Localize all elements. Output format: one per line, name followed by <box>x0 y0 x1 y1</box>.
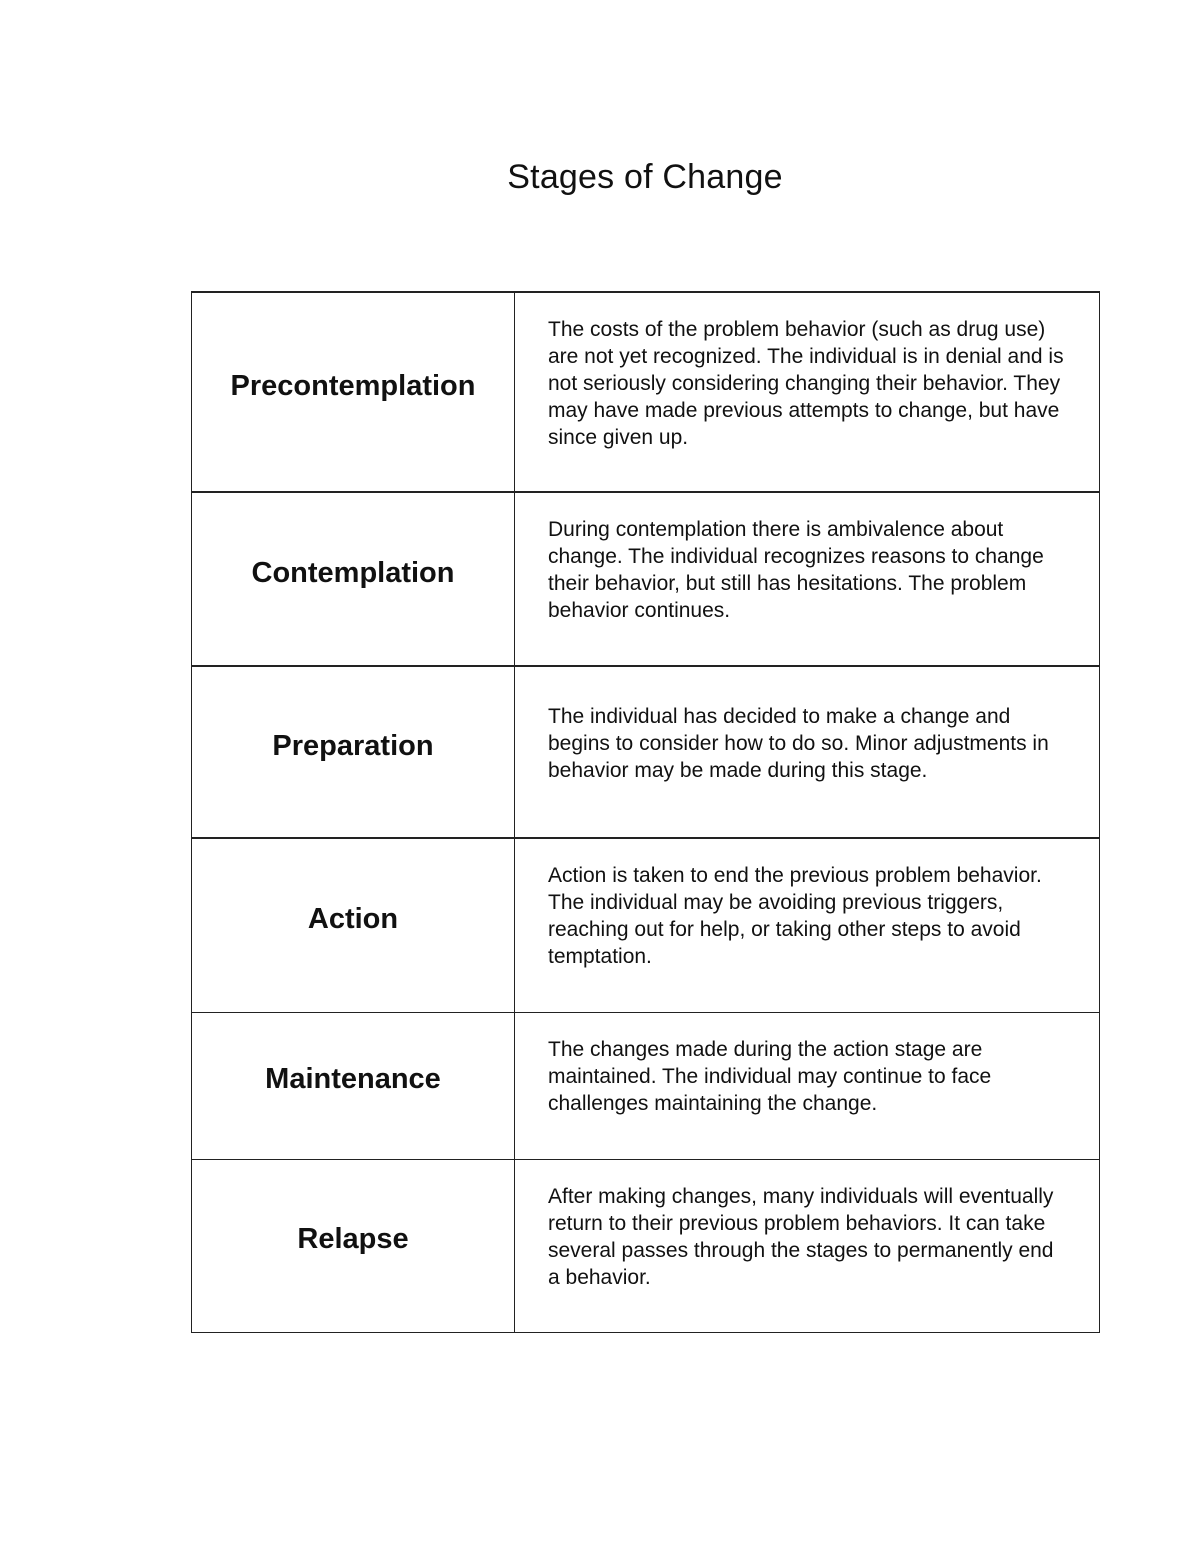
stage-name: Relapse <box>297 1223 409 1255</box>
stage-name: Precontemplation <box>230 369 476 402</box>
table-row-relapse <box>192 1159 1100 1332</box>
stage-description-cell <box>515 666 1100 838</box>
stage-name-cell <box>192 292 515 492</box>
stage-name-cell <box>192 1012 515 1159</box>
page-title: Stages of Change <box>507 158 783 196</box>
stages-table <box>191 291 1100 1333</box>
stage-name: Action <box>307 902 399 935</box>
stage-name-cell <box>192 1159 515 1332</box>
table-row-action <box>192 838 1100 1012</box>
stage-name-cell <box>192 666 515 838</box>
stage-description-cell <box>515 1012 1100 1159</box>
stage-name: Preparation <box>272 729 434 762</box>
stage-description-cell <box>515 292 1100 492</box>
table-row-maintenance <box>192 1012 1100 1159</box>
stage-name-cell <box>192 838 515 1012</box>
table-row-preparation <box>192 666 1100 838</box>
stage-description: After making changes, many individuals will eventually return to their previous problem behaviors. It can take several passes through the stages to permanently end a behavior. <box>548 1184 1054 1289</box>
stage-description: The costs of the problem behavior (such as drug use) are not yet recognized. The individual is in denial and is not seriously considering changing their behavior. They may have made previous attempts to change, but have since given up. <box>548 317 1064 449</box>
stage-description: The changes made during the action stage are maintained. The individual may continue to face challenges maintaining the change. <box>548 1038 992 1115</box>
stage-description: The individual has decided to make a change and begins to consider how to do so. Minor adjustments in behavior may be made during this stage. <box>548 704 1049 782</box>
stage-description-cell <box>515 492 1100 666</box>
stage-name-cell <box>192 492 515 666</box>
stage-description-cell <box>515 838 1100 1012</box>
stage-name: Maintenance <box>265 1063 441 1095</box>
table-row-contemplation <box>192 492 1100 666</box>
stage-description: During contemplation there is ambivalence about change. The individual recognizes reasons to change their behavior, but still has hesitations. The problem behavior continues. <box>548 518 1044 622</box>
stage-description-cell <box>515 1159 1100 1332</box>
stage-description: Action is taken to end the previous problem behavior. The individual may be avoiding previous triggers, reaching out for help, or taking other steps to avoid temptation. <box>548 864 1042 969</box>
table-row-precontemplation <box>192 292 1100 492</box>
stage-name: Contemplation <box>251 556 455 589</box>
